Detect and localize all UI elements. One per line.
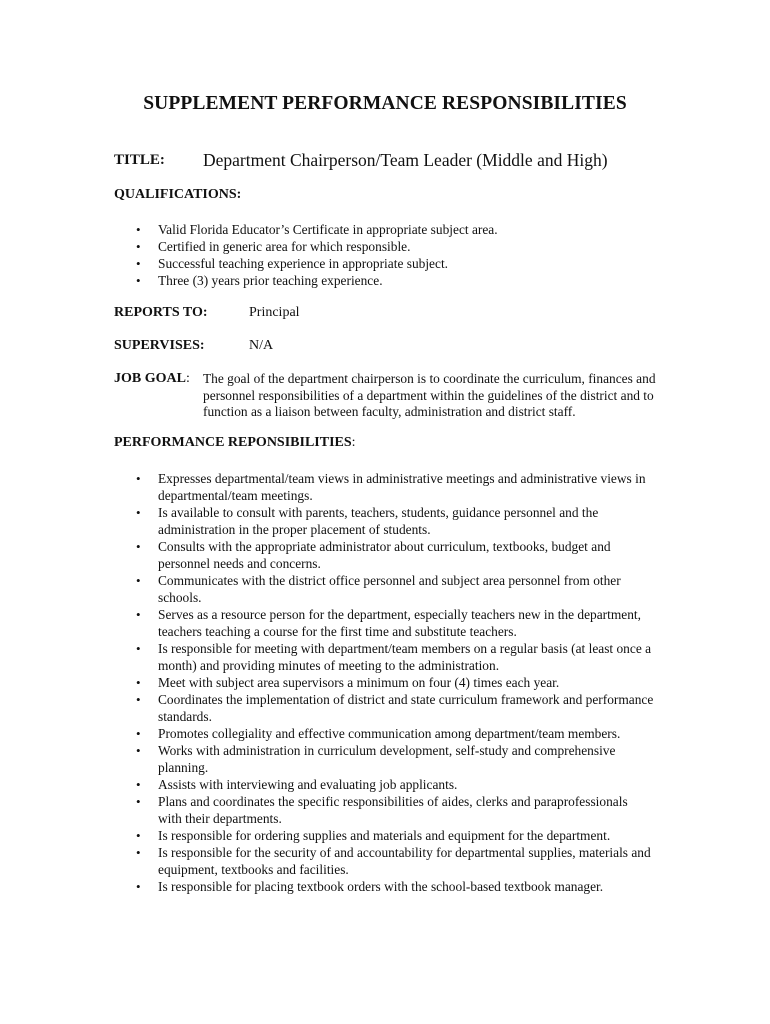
qualification-text: Valid Florida Educator’s Certificate in appropriate subject area. [158, 222, 498, 237]
supervises-label: SUPERVISES: [114, 338, 205, 353]
performance-text: Is responsible for ordering supplies and materials and equipment for the department. [158, 828, 611, 843]
document-heading: SUPPLEMENT PERFORMANCE RESPONSIBILITIES [143, 93, 627, 114]
qualification-item [114, 221, 674, 238]
qualification-text: Successful teaching experience in appropriate subject. [158, 256, 449, 271]
performance-item [114, 470, 654, 504]
supervises-value: N/A [249, 338, 274, 353]
qualifications-list [114, 221, 674, 289]
performance-heading-text: PERFORMANCE REPONSIBILITIES [114, 435, 352, 450]
performance-text: Is responsible for placing textbook orders with the school-based textbook manager. [158, 879, 604, 894]
qualification-text: Three (3) years prior teaching experience. [158, 273, 383, 288]
performance-text: Is available to consult with parents, teachers, students, guidance personnel and the administration in the proper placement of students. [158, 505, 599, 537]
performance-item [114, 725, 654, 742]
reports-to-value: Principal [249, 305, 300, 320]
performance-text: Consults with the appropriate administrator about curriculum, textbooks, budget and personnel needs and concerns. [158, 539, 611, 571]
performance-item [114, 674, 654, 691]
bullet-icon: • [136, 539, 141, 554]
performance-text: Meet with subject area supervisors a minimum on four (4) times each year. [158, 675, 560, 690]
qualification-text: Certified in generic area for which responsible. [158, 239, 411, 254]
performance-heading [114, 435, 356, 451]
performance-item [114, 606, 654, 640]
performance-item [114, 538, 654, 572]
bullet-icon: • [136, 256, 141, 271]
performance-item [114, 572, 654, 606]
bullet-icon: • [136, 675, 141, 690]
bullet-icon: • [136, 222, 141, 237]
performance-text: Is responsible for the security of and accountability for departmental supplies, materials and equipment, textbooks and facilities. [158, 845, 651, 877]
bullet-icon: • [136, 692, 141, 707]
performance-list [114, 470, 654, 895]
performance-item [114, 776, 654, 793]
bullet-icon: • [136, 471, 141, 486]
bullet-icon: • [136, 726, 141, 741]
title-value: Department Chairperson/Team Leader (Middle and High) [203, 150, 608, 170]
bullet-icon: • [136, 505, 141, 520]
bullet-icon: • [136, 845, 141, 860]
performance-item [114, 844, 654, 878]
bullet-icon: • [136, 641, 141, 656]
performance-text: Plans and coordinates the specific responsibilities of aides, clerks and paraprofessionals with their departments. [158, 794, 628, 826]
performance-text: Promotes collegiality and effective communication among department/team members. [158, 726, 621, 741]
bullet-icon: • [136, 607, 141, 622]
performance-text: Works with administration in curriculum development, self-study and comprehensive planning. [158, 743, 616, 775]
bullet-icon: • [136, 879, 141, 894]
performance-text: Coordinates the implementation of district and state curriculum framework and performance standards. [158, 692, 654, 724]
performance-item [114, 691, 654, 725]
performance-colon: : [351, 435, 356, 450]
bullet-icon: • [136, 777, 141, 792]
performance-item [114, 742, 654, 776]
job-goal-label [114, 371, 190, 387]
job-goal-label-text: JOB GOAL [114, 371, 186, 386]
performance-item [114, 827, 654, 844]
qualifications-heading: QUALIFICATIONS: [114, 187, 242, 202]
performance-text: Serves as a resource person for the department, especially teachers new in the department, teachers teaching a course for the first time and substitute teachers. [158, 607, 641, 639]
performance-item [114, 878, 654, 895]
bullet-icon: • [136, 273, 141, 288]
job-goal-text: The goal of the department chairperson is to coordinate the curriculum, finances and personnel responsibilities of a department within the guidelines of the district and to function as a liaison between faculty, administration and district staff. [203, 371, 656, 419]
bullet-icon: • [136, 828, 141, 843]
qualification-item [114, 255, 674, 272]
performance-item [114, 793, 654, 827]
bullet-icon: • [136, 794, 141, 809]
job-goal-colon: : [185, 371, 190, 386]
reports-to-label: REPORTS TO: [114, 305, 208, 320]
performance-text: Expresses departmental/team views in administrative meetings and administrative views in departmental/team meetings. [158, 471, 646, 503]
performance-text: Assists with interviewing and evaluating job applicants. [158, 777, 458, 792]
title-label: TITLE: [114, 152, 165, 168]
qualification-item [114, 272, 674, 289]
qualification-item [114, 238, 674, 255]
performance-item [114, 504, 654, 538]
performance-text: Communicates with the district office personnel and subject area personnel from other schools. [158, 573, 621, 605]
bullet-icon: • [136, 239, 141, 254]
bullet-icon: • [136, 573, 141, 588]
performance-item [114, 640, 654, 674]
performance-text: Is responsible for meeting with department/team members on a regular basis (at least once a month) and providing minutes of meeting to the administration. [158, 641, 652, 673]
bullet-icon: • [136, 743, 141, 758]
